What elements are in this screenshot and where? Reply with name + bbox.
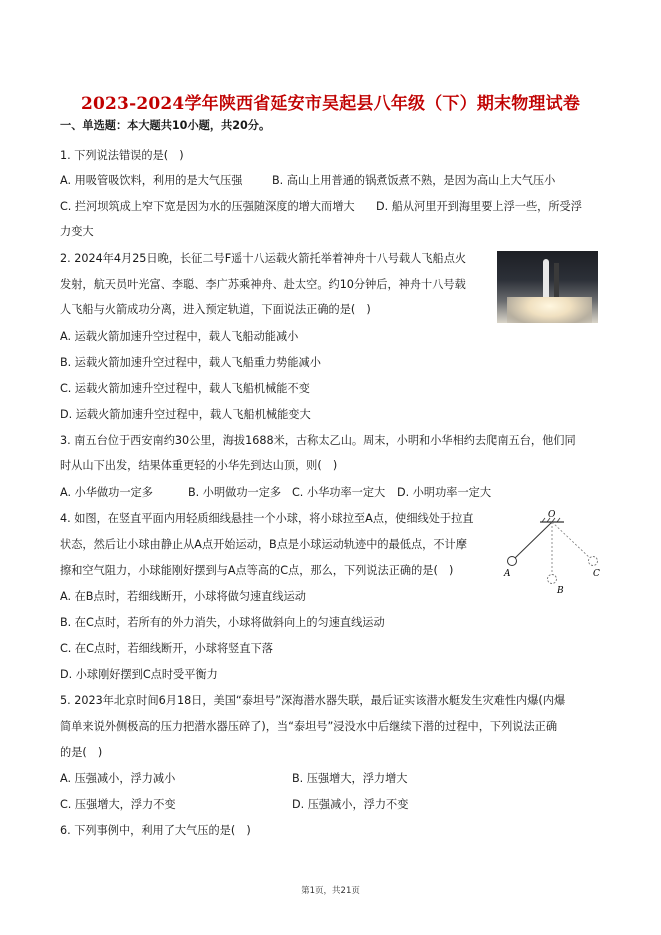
q5-option-a: A. 压强减小，浮力减小 [60, 772, 176, 785]
q4-option-b: B. 在C点时，若所有的外力消失，小球将做斜向上的匀速直线运动 [60, 616, 385, 629]
q4-option-d: D. 小球刚好摆到C点时受平衡力 [60, 668, 218, 681]
q6-stem: 6. 下列事例中，利用了大气压的是( ) [60, 824, 251, 837]
launch-smoke [507, 297, 592, 323]
label-o: O [548, 510, 556, 520]
string-to-a [514, 522, 552, 559]
q5-option-b: B. 压强增大，浮力增大 [292, 772, 408, 785]
section-heading: 一、单选题：本大题共10小题，共20分。 [60, 119, 271, 132]
label-b: B [557, 586, 564, 596]
q1-stem: 1. 下列说法错误的是( ) [60, 149, 184, 162]
q3-stem-line2: 时从山下出发，结果体重更轻的小华先到达山顶，则( ) [60, 459, 338, 472]
q1-option-b: B. 高山上用普通的锅煮饭煮不熟，是因为高山上大气压小 [272, 174, 556, 187]
q4-stem-line2: 状态，然后让小球由静止从A点开始运动，B点是小球运动轨迹中的最低点，不计摩 [60, 538, 467, 551]
rocket-launch-photo [497, 251, 598, 323]
q4-option-a: A. 在B点时，若细线断开，小球将做匀速直线运动 [60, 590, 306, 603]
q5-option-d: D. 压强减小，浮力不变 [292, 798, 409, 811]
q2-option-a: A. 运载火箭加速升空过程中，载人飞船动能减小 [60, 330, 299, 343]
q2-option-d: D. 运载火箭加速升空过程中，载人飞船机械能变大 [60, 408, 311, 421]
exam-title: 2023-2024学年陕西省延安市吴起县八年级（下）期末物理试卷 [80, 94, 581, 114]
q4-stem-line1: 4. 如图，在竖直平面内用轻质细线悬挂一个小球，将小球拉至A点，使细线处于拉直 [60, 512, 474, 525]
ball-b [548, 575, 557, 584]
q5-option-c: C. 压强增大，浮力不变 [60, 798, 176, 811]
ball-a [508, 557, 517, 566]
q2-stem-line3: 人飞船与火箭成功分离，进入预定轨道，下面说法正确的是( ) [60, 303, 371, 316]
rocket-shape [543, 259, 549, 299]
q2-stem-line1: 2. 2024年4月25日晚，长征二号F遥十八运载火箭托举着神舟十八号载人飞船点火 [60, 252, 467, 265]
q2-option-b: B. 运载火箭加速升空过程中，载人飞船重力势能减小 [60, 356, 321, 369]
q2-option-c: C. 运载火箭加速升空过程中，载人飞船机械能不变 [60, 382, 310, 395]
q4-stem-line3: 擦和空气阻力，小球能刚好摆到与A点等高的C点，那么，下列说法正确的是( ) [60, 564, 454, 577]
string-to-c [552, 522, 591, 559]
page-footer: 第1页，共21页 [301, 886, 360, 896]
q1-option-d-cont: 力变大 [60, 225, 94, 238]
ball-c [589, 557, 598, 566]
q4-option-c: C. 在C点时，若细线断开，小球将竖直下落 [60, 642, 273, 655]
q3-option-c: C. 小华功率一定大 [292, 486, 386, 499]
label-c: C [593, 569, 600, 579]
q3-option-a: A. 小华做功一定多 [60, 486, 153, 499]
q3-option-b: B. 小明做功一定多 [188, 486, 282, 499]
q3-option-d: D. 小明功率一定大 [397, 486, 492, 499]
q1-option-c: C. 拦河坝筑成上窄下宽是因为水的压强随深度的增大而增大 [60, 200, 355, 213]
q3-stem-line1: 3. 南五台位于西安南约30公里，海拔1688米，古称太乙山。周末，小明和小华相约去爬南五台，他们同 [60, 434, 576, 447]
pendulum-diagram [502, 508, 606, 596]
label-a: A [504, 569, 511, 579]
q5-stem-line2: 简单来说外侧极高的压力把潜水器压碎了)，当“泰坦号”浸没水中后继续下潜的过程中，下列说法正确 [60, 720, 558, 733]
q5-stem-line1: 5. 2023年北京时间6月18日，美国“泰坦号”深海潜水器失联，最后证实该潜水艇发生灾难性内爆(内爆 [60, 694, 566, 707]
q1-option-a: A. 用吸管吸饮料，利用的是大气压强 [60, 174, 243, 187]
q1-option-d: D. 船从河里开到海里要上浮一些，所受浮 [376, 200, 582, 213]
q2-stem-line2: 发射，航天员叶光富、李聪、李广苏乘神舟、赴太空。约10分钟后，神舟十八号载 [60, 278, 466, 291]
q5-stem-line3: 的是( ) [60, 746, 103, 759]
